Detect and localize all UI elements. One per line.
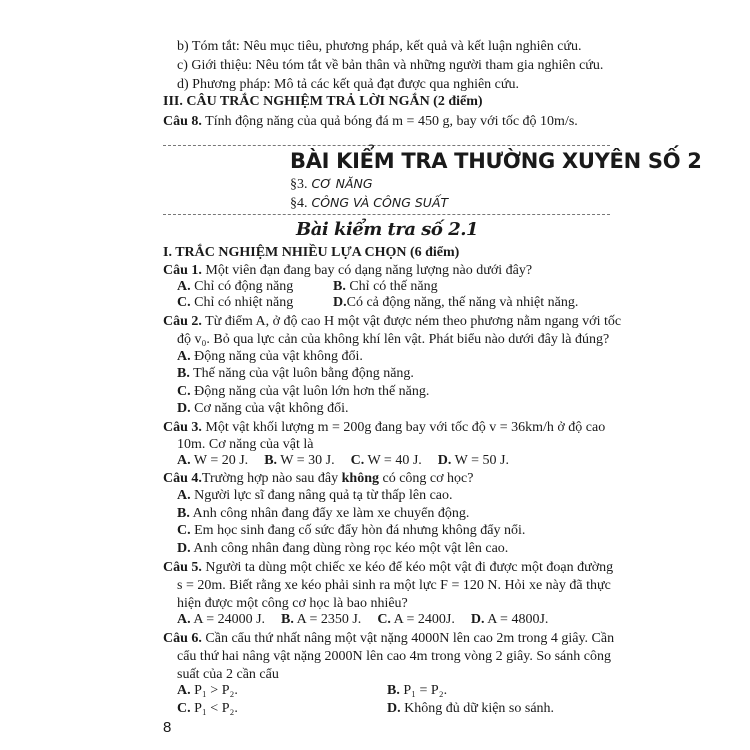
option-a [177, 279, 293, 295]
options-row [177, 453, 509, 469]
option-letter: C. [350, 453, 365, 468]
option-a [177, 349, 363, 365]
option-a [177, 683, 238, 699]
divider [163, 145, 610, 146]
question-1 [163, 263, 532, 279]
option-b [264, 453, 334, 469]
option-text: Thế năng của vật luôn bằng động năng. [193, 366, 414, 381]
question-text: Tính động năng của quả bóng đá m = 450 g, bay với tốc độ 10m/s. [201, 114, 578, 129]
option-text: Chỉ có thế năng [349, 279, 438, 294]
option-text: A = 24000 J. [193, 612, 266, 627]
option-d [471, 612, 549, 628]
option-text: Người lực sĩ đang nâng quả tạ từ thấp lên cao. [194, 488, 453, 503]
option-text: Cơ năng của vật không đổi. [194, 401, 349, 416]
option-d [387, 701, 554, 717]
question-text-cont: 10m. Cơ năng của vật là [177, 437, 314, 452]
question-label: Câu 5. [163, 560, 202, 575]
option-letter: C. [177, 384, 191, 399]
option-text: Anh công nhân đang dùng ròng rọc kéo một vật lên cao. [193, 541, 509, 556]
option-b [177, 506, 469, 522]
option-text: Có cả động năng, thế năng và nhiệt năng. [346, 295, 579, 310]
option-letter: A. [177, 683, 191, 698]
item-d: d) Phương pháp: Mô tả các kết quả đạt được qua nghiên cứu. [177, 77, 519, 92]
option-letter: D. [177, 401, 191, 416]
option-text: W = 30 J. [280, 453, 335, 468]
question-text: Người ta dùng một chiếc xe kéo để kéo một vật đi được một đoạn đường [201, 560, 614, 575]
section-3-heading [290, 176, 373, 193]
question-label: Câu 2. [163, 314, 202, 329]
option-b [281, 612, 361, 628]
question-text: Trường hợp nào sau đây [201, 471, 342, 486]
test-subtitle: Bài kiểm tra số 2.1 [296, 219, 479, 240]
option-letter: C. [377, 612, 391, 627]
option-text: Động năng của vật không đổi. [194, 349, 363, 364]
option-text: Không đủ dữ kiện so sánh. [404, 701, 555, 716]
option-text: A = 2350 J. [296, 612, 362, 627]
question-text-cont: độ v₀. Bỏ qua lực cản của không khí lên vật. Phát biểu nào dưới đây là đúng? [177, 332, 610, 347]
option-letter: D. [437, 453, 452, 468]
question-label: Câu 1. [163, 263, 202, 278]
question-text-cont: s = 20m. Biết rằng xe kéo phải sinh ra một lực F = 120 N. Hỏi xe này đã thực [177, 578, 611, 593]
option-text: Động năng của vật luôn lớn hơn thế năng. [194, 384, 430, 399]
section-4-heading [290, 195, 448, 212]
option-a [177, 612, 265, 628]
question-label: Câu 8. [163, 114, 202, 129]
question-5 [163, 560, 613, 576]
option-letter: B. [264, 453, 278, 468]
option-letter: B. [177, 506, 190, 521]
option-letter: B. [177, 366, 190, 381]
option-d [177, 541, 508, 557]
option-letter: A. [177, 453, 191, 468]
option-b [333, 279, 438, 295]
option-c [177, 523, 525, 539]
question-6 [163, 631, 614, 647]
question-text-cont: hiện được một công cơ học là bao nhiêu? [177, 596, 408, 611]
option-text: A = 2400J. [393, 612, 455, 627]
option-letter: D. [470, 612, 485, 627]
question-label: Câu 6. [163, 631, 202, 646]
option-letter: B. [387, 683, 400, 698]
question-text: có công cơ học? [378, 471, 474, 486]
option-letter: A. [177, 612, 191, 627]
option-text: Chỉ có nhiệt năng [194, 295, 294, 310]
option-letter: C. [177, 523, 191, 538]
option-letter: D. [177, 541, 191, 556]
option-text: Anh công nhân đang đẩy xe làm xe chuyển động. [192, 506, 470, 521]
option-d [438, 453, 509, 469]
option-letter: A. [177, 488, 191, 503]
question-text-cont: cẩu thứ hai nâng vật nặng 2000N lên cao 4m trong vòng 2 giây. So sánh công [177, 649, 611, 664]
option-text: P₁ < P₂. [194, 701, 238, 716]
option-letter: B. [333, 279, 346, 294]
option-d [333, 295, 578, 311]
option-text: P₁ > P₂. [194, 683, 238, 698]
question-8 [163, 114, 578, 130]
section-number: §3. [290, 177, 308, 192]
section-name: CÔNG VÀ CÔNG SUẤT [307, 195, 449, 210]
option-c [351, 453, 422, 469]
option-c [177, 701, 238, 717]
option-b [387, 683, 447, 699]
option-letter: D. [333, 295, 347, 310]
option-letter: B. [281, 612, 294, 627]
question-text: Một vật khối lượng m = 200g đang bay với tốc độ v = 36km/h ở độ cao [201, 420, 606, 435]
option-text: W = 40 J. [367, 453, 422, 468]
section-number: §4. [290, 196, 308, 211]
option-text: W = 50 J. [454, 453, 509, 468]
page-number: 8 [163, 719, 172, 736]
options-row [177, 612, 548, 628]
option-a [177, 453, 248, 469]
question-text-cont: suất của 2 cần cẩu [177, 667, 279, 682]
option-text: Em học sinh đang cố sức đẩy hòn đá nhưng không đẩy nổi. [194, 523, 526, 538]
question-4 [163, 471, 473, 487]
option-d [177, 401, 349, 417]
option-letter: A. [177, 349, 191, 364]
option-letter: C. [177, 295, 191, 310]
section-heading-1: I. TRẮC NGHIỆM NHIỀU LỰA CHỌN (6 điểm) [163, 245, 460, 260]
question-text: Từ điểm A, ở độ cao H một vật được ném theo phương nằm ngang với tốc [201, 314, 622, 329]
section-heading-3: III. CÂU TRẮC NGHIỆM TRẢ LỜI NGẮN (2 điểm) [163, 94, 483, 109]
option-letter: C. [177, 701, 191, 716]
question-2 [163, 314, 621, 330]
question-3 [163, 420, 605, 436]
option-b [177, 366, 414, 382]
page-title: BÀI KIỂM TRA THƯỜNG XUYÊN SỐ 2 [290, 149, 702, 173]
option-c [177, 295, 293, 311]
option-c [377, 612, 455, 628]
option-letter: A. [177, 279, 191, 294]
emphasis: không [341, 471, 379, 486]
divider [163, 214, 610, 215]
option-text: Chỉ có động năng [194, 279, 294, 294]
option-letter: D. [387, 701, 401, 716]
option-text: P₁ = P₂. [403, 683, 448, 698]
question-text: Cần cẩu thứ nhất nâng một vật nặng 4000N lên cao 2m trong 4 giây. Cần [201, 631, 615, 646]
section-name: CƠ NĂNG [307, 176, 373, 191]
item-b: b) Tóm tắt: Nêu mục tiêu, phương pháp, kết quả và kết luận nghiên cứu. [177, 39, 582, 54]
option-a [177, 488, 453, 504]
question-label: Câu 3. [163, 420, 202, 435]
item-c: c) Giới thiệu: Nêu tóm tắt về bản thân và những người tham gia nghiên cứu. [177, 58, 604, 73]
option-text: A = 4800J. [487, 612, 549, 627]
question-label: Câu 4. [163, 471, 202, 486]
question-text: Một viên đạn đang bay có dạng năng lượng nào dưới đây? [201, 263, 533, 278]
option-text: W = 20 J. [193, 453, 249, 468]
option-c [177, 384, 429, 400]
